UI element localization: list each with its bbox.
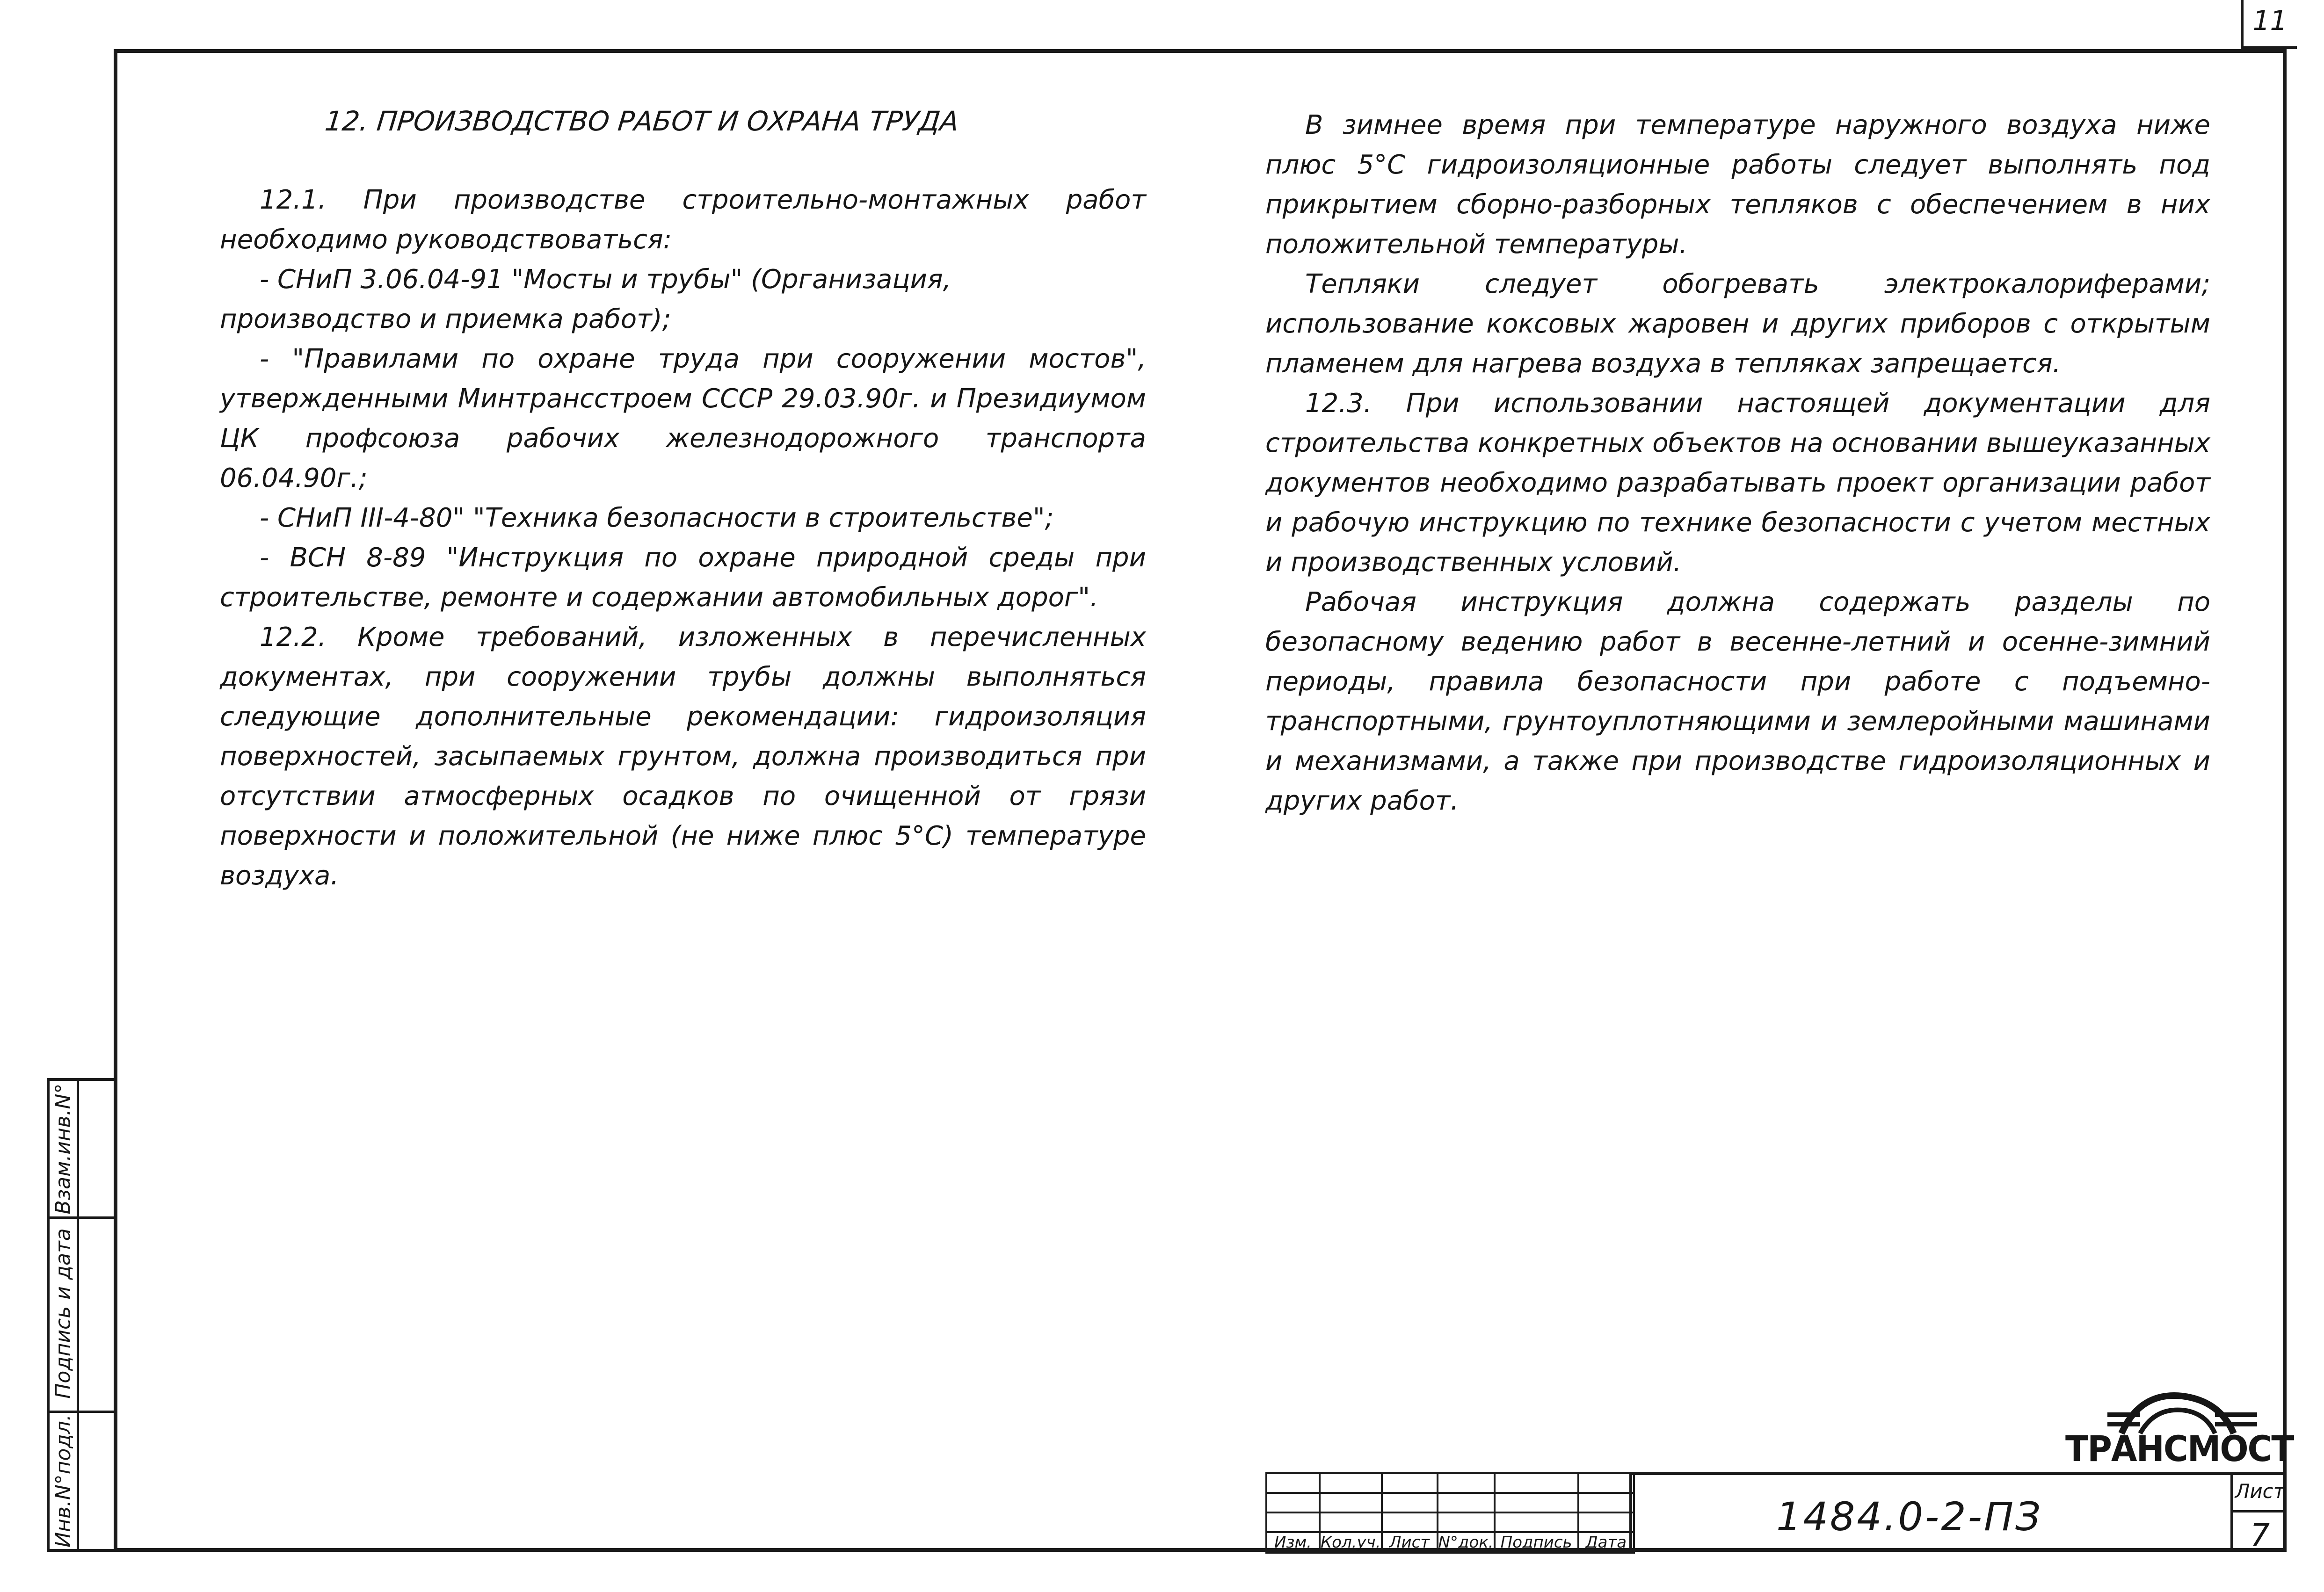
caption-podpis: Подпись [1495, 1532, 1578, 1553]
revision-cell [1382, 1473, 1438, 1493]
paragraph-12-1: 12.1. При производстве строительно-монтажных работ необходимо руководствоваться: [220, 185, 1146, 255]
revision-cell [1578, 1473, 1634, 1493]
paragraph-instruction: Рабочая инструкция должна содержать разделы по безопасному ведению работ в весенне-летний и осенне-зимний периоды, правила безопасности при работе с подъемно-транспортными, грунтоуплотняющими и землеройными машинами и механизмами, а также при производстве гидроизоляционных и других работ. [1265, 587, 2210, 816]
designation-field [1629, 1472, 2287, 1552]
sheet-label: Лист [2235, 1480, 2285, 1503]
revision-cell [1438, 1493, 1495, 1512]
side-label-inv [50, 1411, 77, 1551]
document-code: 1484.0-2-ПЗ [1776, 1494, 2042, 1540]
revision-cell [1382, 1512, 1438, 1532]
paragraph-rules: - "Правилами по охране труда при сооружении мостов", утвержденными Минтрансстроем СССР 29.03.90г. и Президиумом ЦК профсоюза рабочих железнодорожного транспорта 06.04.90г.; [220, 344, 1146, 493]
side-stamp [47, 1078, 114, 1552]
paragraph-12-2: 12.2. Кроме требований, изложенных в перечисленных документах, при сооружении трубы должны выполняться следующие дополнительные рекомендации: гидроизоляция поверхностей, засыпаемых грунтом, должна производиться при отсутствии атмосферных осадков по очищенной от грязи поверхности и положительной (не ниже плюс 5°С) температуре воздуха. [220, 622, 1146, 891]
revision-cell [1382, 1493, 1438, 1512]
caption-izm: Изм. [1266, 1532, 1320, 1553]
revision-cell [1320, 1473, 1382, 1493]
sheet-number: 7 [2250, 1517, 2270, 1553]
paragraph-vsn: - ВСН 8-89 "Инструкция по охране природной среды при строительстве, ремонте и содержании автомобильных дорог". [220, 543, 1146, 613]
corner-page-number: 11 [2252, 5, 2288, 36]
logo-text: ТРАНСМОСТ [2065, 1428, 2294, 1470]
revision-cell [1320, 1512, 1382, 1532]
revision-cell [1438, 1473, 1495, 1493]
revision-cell [1266, 1493, 1320, 1512]
revision-cell [1578, 1493, 1634, 1512]
section-title: 12. ПРОИЗВОДСТВО РАБОТ И ОХРАНА ТРУДА [323, 105, 960, 137]
revision-cell [1495, 1493, 1578, 1512]
revision-cell [1578, 1512, 1634, 1532]
paragraph-12-3: 12.3. При использовании настоящей документации для строительства конкретных объектов на основании вышеуказанных документов необходимо разрабатывать проект организации работ и рабочую инструкцию по технике безопасности с учетом местных и производственных условий. [1265, 388, 2210, 578]
revision-cell [1495, 1473, 1578, 1493]
paragraph-winter: В зимнее время при температуре наружного воздуха ниже плюс 5°С гидроизоляционные работы следует выполнять под прикрытием сборно-разборных тепляков с обеспечением в них положительной температуры. [1265, 110, 2210, 260]
title-block [1265, 1472, 2287, 1552]
revision-cell [1438, 1512, 1495, 1532]
paragraph-snip-3-06: - СНиП 3.06.04-91 "Мосты и трубы" (Организация, производство и приемка работ); [220, 264, 951, 334]
side-label-podpis-text: Подпись и дата [51, 1228, 75, 1399]
sheet-divider [2233, 1510, 2287, 1512]
side-label-inv-text: Инв.N°подл. [51, 1414, 75, 1548]
side-label-podpis [50, 1216, 77, 1411]
side-label-vzam [50, 1081, 77, 1216]
side-stamp-divider [77, 1081, 79, 1549]
paragraph-snip-iii: - СНиП III-4-80" "Техника безопасности в строительстве"; [260, 503, 1054, 533]
revision-cell [1266, 1512, 1320, 1532]
transmost-logo [2065, 1387, 2294, 1470]
revision-cell [1495, 1512, 1578, 1532]
caption-data: Дата [1578, 1532, 1634, 1553]
caption-kol-uch: Кол.уч. [1321, 1533, 1381, 1552]
caption-list: Лист [1382, 1532, 1438, 1553]
left-column [220, 180, 1146, 896]
revision-cell [1266, 1473, 1320, 1493]
revision-table [1265, 1472, 1635, 1554]
revision-cell [1320, 1493, 1382, 1512]
sheet-box [2230, 1475, 2287, 1552]
right-column [1265, 105, 2210, 821]
paragraph-teplyaki: Тепляки следует обогревать электрокалориферами; использование коксовых жаровен и других приборов с открытым пламенем для нагрева воздуха в тепляках запрещается. [1265, 269, 2210, 379]
caption-n-dok: N°док. [1438, 1533, 1494, 1552]
side-label-vzam-text: Взам.инв.N° [51, 1083, 75, 1214]
